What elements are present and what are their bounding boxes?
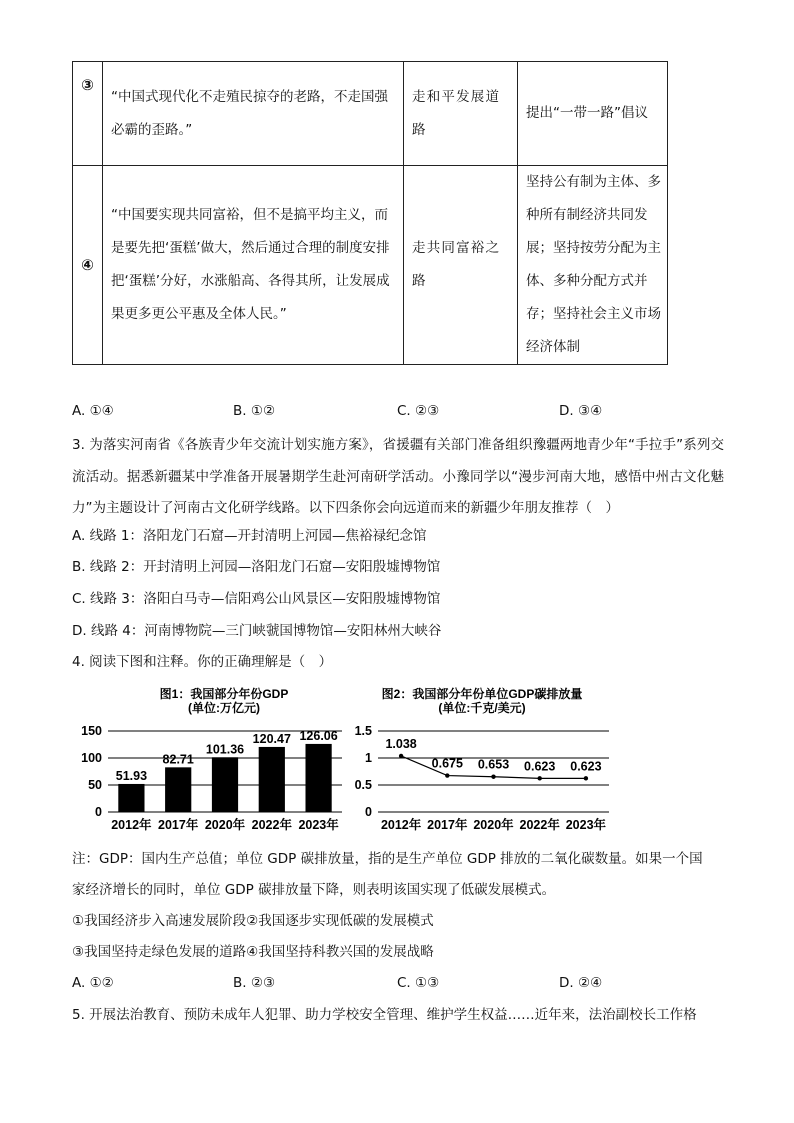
q3-option-d[interactable]: D. 线路 4：河南博物院—三门峡虢国博物馆—安阳林州大峡谷 [72,623,442,639]
q3-option-b[interactable]: B. 线路 2：开封清明上河园—洛阳龙门石窟—安阳殷墟博物馆 [72,559,441,575]
gdp-bar-chart [76,684,346,834]
data-label: 101.36 [205,742,245,757]
q4-note-line2: 家经济增长的同时，单位 GDP 碳排放量下降，则表明该国实现了低碳发展模式。 [72,882,556,898]
bar [118,784,144,812]
chart1-title: 图1：我国部分年份GDP [159,687,289,701]
data-label: 0.653 [477,757,510,772]
data-label: 82.71 [162,752,194,767]
data-point [584,776,588,780]
x-tick-label: 2012年 [111,818,152,832]
q2-option-a[interactable]: A. ①④ [72,403,114,419]
q2-option-c[interactable]: C. ②③ [397,403,440,419]
data-label: 1.038 [385,736,417,751]
data-label: 126.06 [299,728,338,743]
q5-stem: 5. 开展法治教育、预防未成年人犯罪、助力学校安全管理、维护学生权益……近年来，法治副校长工作格 [72,1007,697,1023]
data-label: 0.675 [431,756,463,771]
quote-cell: “中国式现代化不走殖民掠夺的老路，不走国强必霸的歪路。” [103,62,404,166]
q3-stem: 3. 为落实河南省《各族青少年交流计划实施方案》，省援疆有关部门准备组织豫疆两地青少年“手拉手”系列交流活动。据悉新疆某中学准备开展暑期学生赴河南研学活动。小豫同学以“漫步河南大地，感悟中州古文化魅力”为主题设计了河南古文化研学线路。以下四条你会向远道而来的新疆少年朋友推荐（ ） [72,437,724,516]
y-tick-label: 0 [365,805,372,819]
path-cell: 走和平发展道路 [404,62,518,166]
data-point [538,776,542,780]
y-tick-label: 100 [81,751,102,765]
row-number: ③ [73,62,103,166]
x-tick-label: 2022年 [519,818,560,832]
q2-option-d[interactable]: D. ③④ [559,403,603,419]
chart2-title: 图2：我国部分年份单位GDP碳排放量 [381,687,583,701]
data-label: 51.93 [115,768,148,783]
bar [165,767,191,812]
q4-option-c[interactable]: C. ①③ [397,975,440,991]
y-tick-label: 1.5 [354,724,372,738]
y-tick-label: 1 [365,751,372,765]
data-label: 120.47 [252,731,291,746]
bar [212,757,238,812]
x-tick-label: 2020年 [204,818,246,832]
carbon-line-chart [350,684,620,834]
chart1-subtitle: (单位:万亿元) [188,701,260,715]
chart2-subtitle: (单位:千克/美元) [438,701,526,715]
q4-stem: 4. 阅读下图和注释。你的正确理解是（ ） [72,654,333,670]
x-tick-label: 2017年 [427,818,468,832]
quote-cell: “中国要实现共同富裕，但不是搞平均主义，而是要先把‘蛋糕’做大，然后通过合理的制度安排把‘蛋糕’分好，水涨船高、各得其所，让发展成果更多更公平惠及全体人民。” [103,166,404,365]
y-tick-label: 150 [81,724,102,738]
measures-cell: 提出“一带一路”倡议 [518,62,668,166]
q4-statement-1-2: ①我国经济步入高速发展阶段②我国逐步实现低碳的发展模式 [72,913,434,929]
q2-option-b[interactable]: B. ①② [233,403,276,419]
data-point [399,754,403,758]
x-tick-label: 2020年 [473,818,514,832]
q3-option-c[interactable]: C. 线路 3：洛阳白马寺—信阳鸡公山风景区—安阳殷墟博物馆 [72,591,441,607]
x-tick-label: 2012年 [380,818,422,832]
q2-table [72,61,668,365]
q4-note-line1: 注：GDP：国内生产总值；单位 GDP 碳排放量，指的是生产单位 GDP 排放的二氧化碳数量。如果一个国 [72,851,703,867]
q4-option-b[interactable]: B. ②③ [233,975,276,991]
x-tick-label: 2017年 [158,818,199,832]
data-point [491,775,495,779]
data-label: 0.623 [570,759,602,774]
q3-option-a[interactable]: A. 线路 1：洛阳龙门石窟—开封清明上河园—焦裕禄纪念馆 [72,528,427,544]
table-row [73,166,668,365]
data-point [445,773,449,777]
x-tick-label: 2023年 [298,818,339,832]
y-tick-label: 50 [88,778,102,792]
x-tick-label: 2022年 [251,818,292,832]
q4-option-d[interactable]: D. ②④ [559,975,603,991]
row-number: ④ [73,166,103,365]
table-row [73,62,668,166]
bar [305,744,331,812]
q4-option-a[interactable]: A. ①② [72,975,114,991]
measures-cell: 坚持公有制为主体、多种所有制经济共同发展；坚持按劳分配为主体、多种分配方式并存；坚持社会主义市场经济体制 [518,166,668,365]
q4-statement-3-4: ③我国坚持走绿色发展的道路④我国坚持科教兴国的发展战略 [72,944,434,960]
y-tick-label: 0.5 [354,778,372,792]
data-label: 0.623 [524,759,556,774]
path-cell: 走共同富裕之路 [404,166,518,365]
x-tick-label: 2023年 [565,818,607,832]
y-tick-label: 0 [95,805,102,819]
bar [259,747,285,812]
